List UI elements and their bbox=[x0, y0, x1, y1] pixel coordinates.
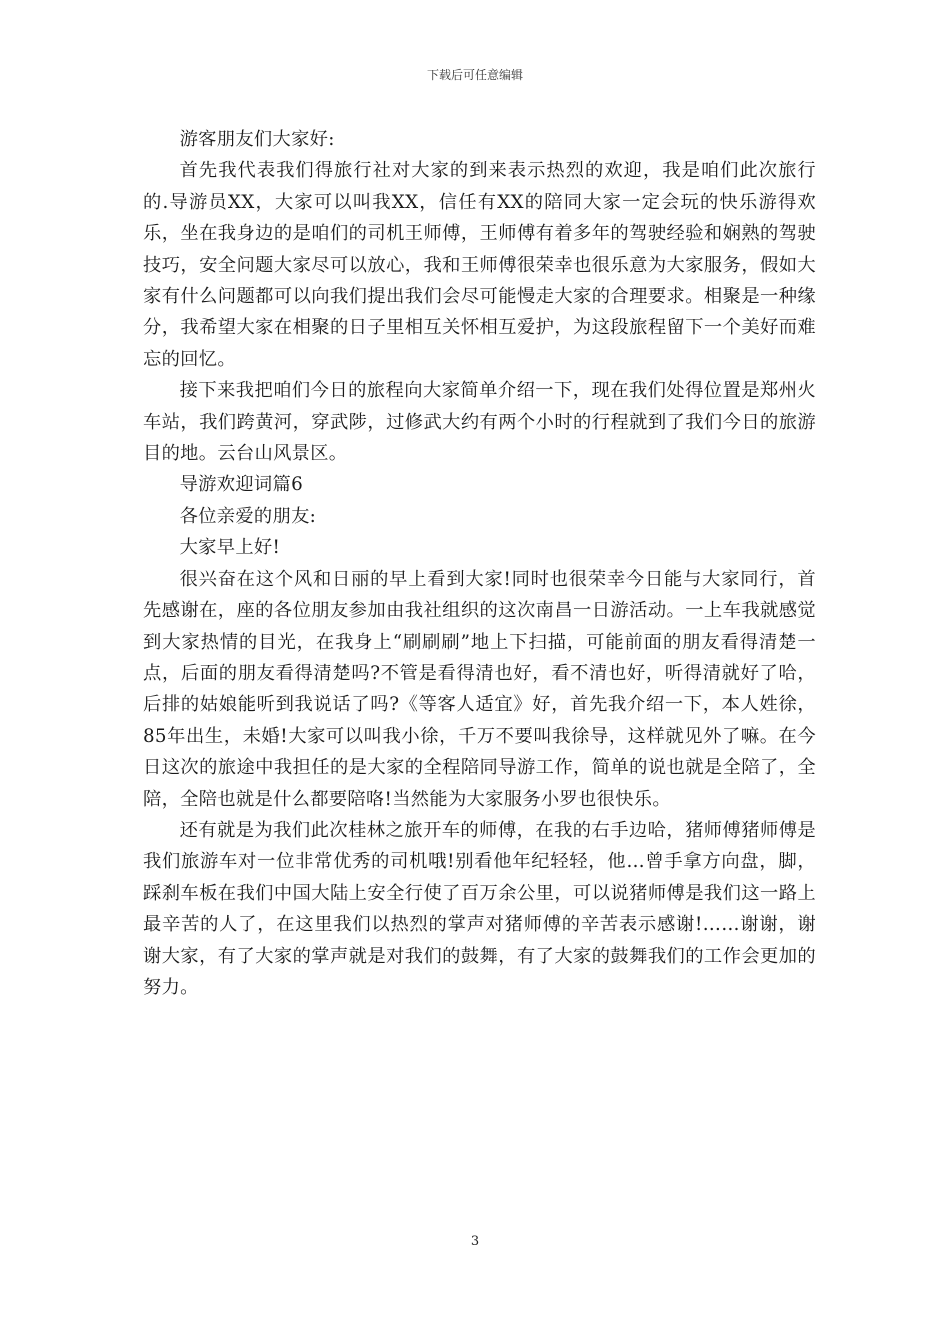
page-number: 3 bbox=[470, 1234, 480, 1249]
body-paragraph: 还有就是为我们此次桂林之旅开车的师傅，在我的右手边哈，猪师傅猪师傅是我们旅游车对一位非常优秀的司机哦!别看他年纪轻轻，他…曾手拿方向盘，脚，踩刹车板在我们中国大陆上安全行使了百万余公里，可以说猪师傅是我们这一路上最辛苦的人了，在这里我们以热烈的掌声对猪师傅的辛苦表示感谢!……谢谢，谢谢大家，有了大家的掌声就是对我们的鼓舞，有了大家的鼓舞我们的工作会更加的努力。 bbox=[143, 819, 816, 998]
body-paragraph: 首先我代表我们得旅行社对大家的到来表示热烈的欢迎，我是咱们此次旅行的.导游员XX，大家可以叫我XX，信任有XX的陪同大家一定会玩的快乐游得欢乐，坐在我身边的是咱们的司机王师傅，王师傅有着多年的驾驶经验和娴熟的驾驶技巧，安全问题大家尽可以放心，我和王师傅很荣幸也很乐意为大家服务，假如大家有什么问题都可以向我们提出我们会尽可能慢走大家的合理要求。相聚是一种缘分，我希望大家在相聚的日子里相互关怀相互爱护，为这段旅程留下一个美好而难忘的回忆。 bbox=[143, 160, 816, 370]
body-paragraph: 接下来我把咱们今日的旅程向大家简单介绍一下，现在我们处得位置是郑州火车站，我们跨黄河，穿武陟，过修武大约有两个小时的行程就到了我们今日的旅游目的地。云台山风景区。 bbox=[143, 380, 816, 465]
body-paragraph: 很兴奋在这个风和日丽的早上看到大家!同时也很荣幸今日能与大家同行，首先感谢在，座的各位朋友参加由我社组织的这次南昌一日游活动。一上车我就感觉到大家热情的目光，在我身上“刷刷刷”地上下扫描，可能前面的朋友看得清楚一点，后面的朋友看得清楚吗?不管是看得清也好，看不清也好，听得清就好了哈，后排的姑娘能听到我说话了吗?《等客人适宜》好，首先我介绍一下，本人姓徐，85年出生，未婚!大家可以叫我小徐，千万不要叫我徐导，这样就见外了嘛。在今日这次的旅途中我担任的是大家的全程陪同导游工作，简单的说也就是全陪了，全陪，全陪也就是什么都要陪咯!当然能为大家服务小罗也很快乐。 bbox=[143, 568, 816, 810]
greeting-paragraph: 大家早上好! bbox=[179, 537, 281, 559]
page-header: 下载后可任意编辑 bbox=[426, 68, 523, 82]
greeting-paragraph: 游客朋友们大家好: bbox=[179, 129, 335, 150]
section-heading: 导游欢迎词篇6 bbox=[179, 474, 304, 496]
greeting-paragraph: 各位亲爱的朋友: bbox=[179, 505, 317, 527]
document-body bbox=[143, 124, 816, 1003]
